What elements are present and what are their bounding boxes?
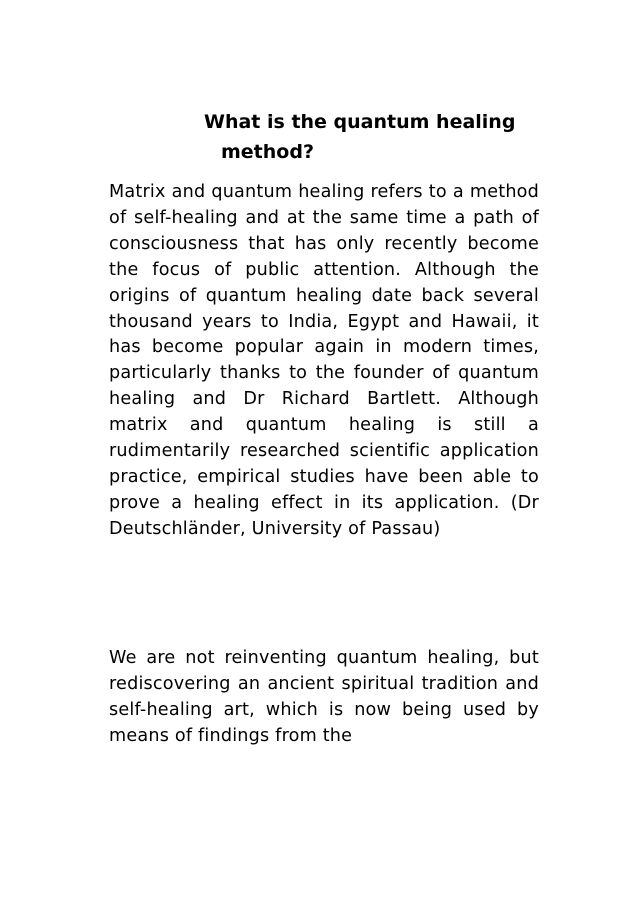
document-heading xyxy=(204,107,564,167)
heading-line-2: method? xyxy=(221,141,314,163)
body-paragraph-2: We are not reinventing quantum healing, but rediscovering an ancient spiritual tradition and self-healing art, which is now being used by means of findings from the xyxy=(109,648,539,746)
heading-line-1: What is the quantum healing xyxy=(204,111,516,133)
body-paragraph-1: Matrix and quantum healing refers to a method of self-healing and at the same time a path of consciousness that has only recently become the focus of public attention. Although the origins of quantum healing date back several thousand years to India, Egypt and Hawaii, it has become popular again in modern times, particularly thanks to the founder of quantum healing and Dr Richard Bartlett. Although matrix and quantum healing is still a rudimentarily researched scientific application practice, empirical studies have been able to prove a healing effect in its application. (Dr Deutschländer, University of Passau) xyxy=(109,182,539,539)
